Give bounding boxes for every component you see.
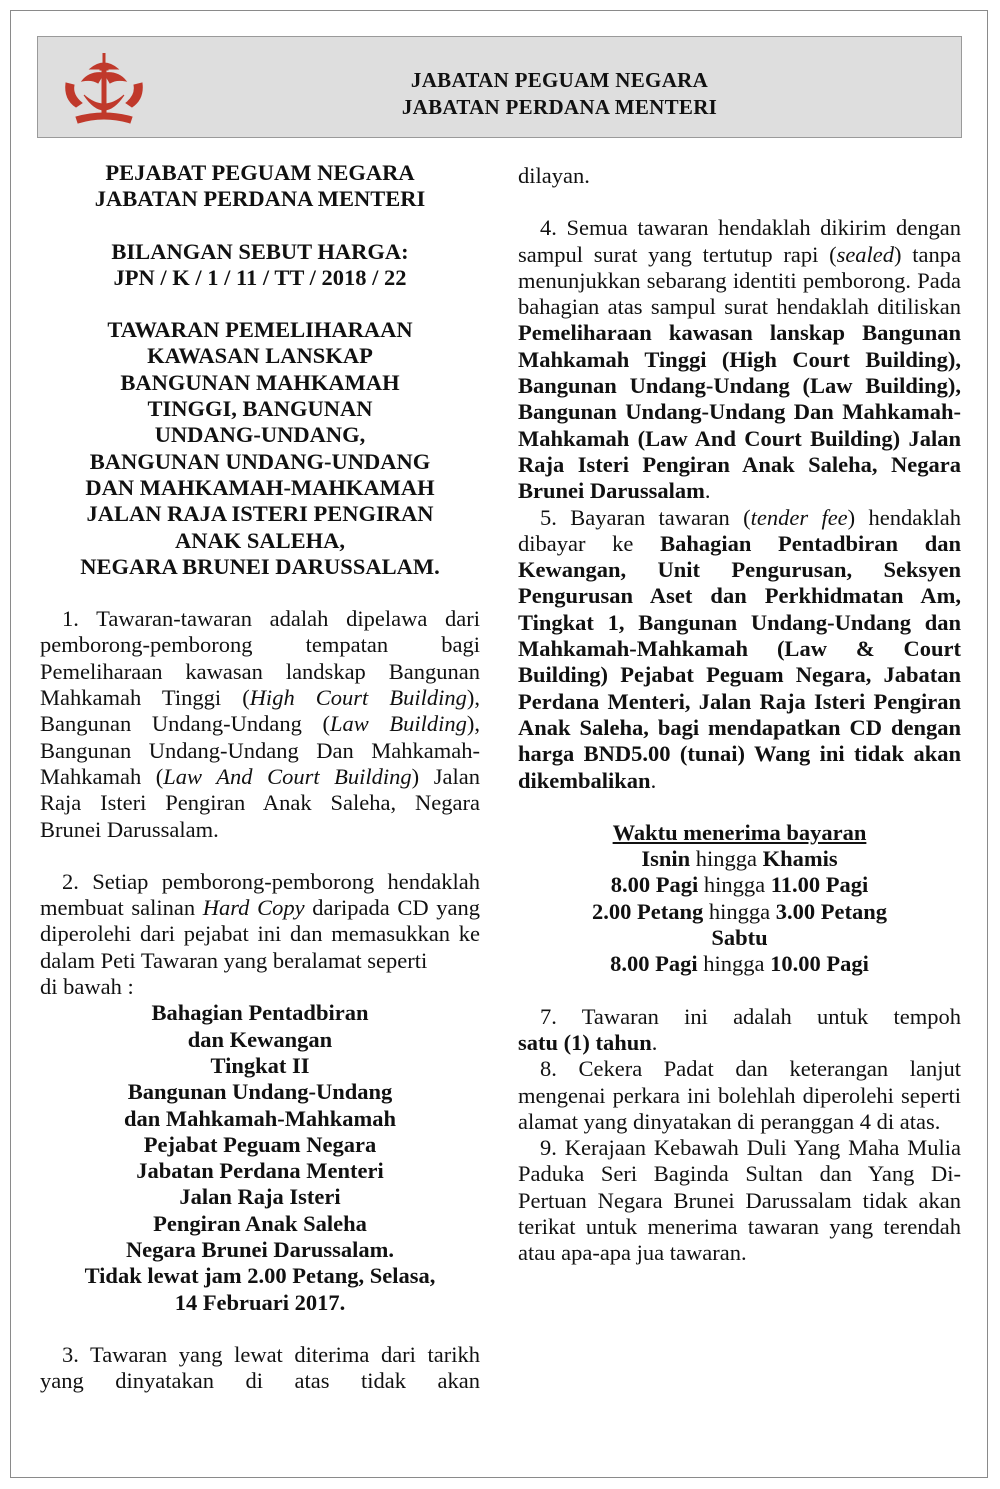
tender-title-line: JALAN RAJA ISTERI PENGIRAN bbox=[86, 501, 434, 527]
tender-title-line: KAWASAN LANSKAP bbox=[147, 343, 373, 369]
right-column bbox=[518, 163, 961, 1267]
schedule-row: Sabtu bbox=[711, 925, 768, 951]
paragraph-2: 2. Setiap pemborong-pemborong hendaklah membuat salinan Hard Copy daripada CD yang diperolehi dari pejabat ini dan memasukkan ke dalam Peti Tawaran yang beralamat seperti bbox=[40, 868, 480, 973]
tender-title-line: BANGUNAN MAHKAMAH bbox=[120, 369, 400, 395]
quotation-label: BILANGAN SEBUT HARGA: bbox=[111, 238, 409, 264]
tender-title-line: NEGARA BRUNEI DARUSSALAM. bbox=[80, 553, 440, 579]
tender-title-line: TINGGI, BANGUNAN bbox=[147, 396, 373, 422]
paragraph-2-end: di bawah : bbox=[40, 974, 134, 1000]
header-line-1: JABATAN PEGUAM NEGARA bbox=[410, 68, 709, 92]
schedule-row: 2.00 Petang hingga 3.00 Petang bbox=[592, 898, 887, 924]
header-title bbox=[188, 67, 931, 121]
schedule-row: 8.00 Pagi hingga 10.00 Pagi bbox=[610, 951, 869, 977]
address-line: Tingkat II bbox=[210, 1052, 310, 1078]
tender-title-line: TAWARAN PEMELIHARAAN bbox=[107, 317, 413, 343]
paragraph-9: 9. Kerajaan Kebawah Duli Yang Maha Mulia Paduka Seri Baginda Sultan dan Yang Di-Pertuan Negara Brunei Darussalam tidak akan terikat untuk menerima tawaran yang terendah atau apa-apa jua tawaran. bbox=[518, 1135, 961, 1266]
paragraph-7: 7. Tawaran ini adalah untuk tempoh bbox=[540, 1003, 961, 1029]
payment-schedule bbox=[518, 820, 961, 978]
paragraph-7-end: satu (1) tahun. bbox=[518, 1029, 658, 1055]
address-line: Pejabat Peguam Negara bbox=[143, 1131, 377, 1157]
submission-address bbox=[40, 1000, 480, 1316]
paragraph-3-end: dilayan. bbox=[518, 163, 590, 188]
schedule-row: 8.00 Pagi hingga 11.00 Pagi bbox=[610, 872, 869, 898]
address-line: dan Mahkamah-Mahkamah bbox=[124, 1105, 396, 1131]
header-line-2: JABATAN PERDANA MENTERI bbox=[401, 95, 718, 119]
address-line: Jalan Raja Isteri bbox=[179, 1184, 341, 1210]
tender-title-line: DAN MAHKAMAH-MAHKAMAH bbox=[85, 474, 435, 500]
address-line: Bangunan Undang-Undang bbox=[127, 1079, 393, 1105]
paragraph-3: 3. Tawaran yang lewat diterima dari tarikh yang dinyatakan di atas tidak akan bbox=[40, 1341, 480, 1394]
tender-title-line: BANGUNAN UNDANG-UNDANG bbox=[89, 448, 431, 474]
quotation-number bbox=[40, 239, 480, 292]
paragraph-4: 4. Semua tawaran hendaklah dikirim dengan sampul surat yang tertutup rapi (sealed) tanpa menunjukkan sebarang identiti pemborong. Pada bahagian atas sampul surat hendaklah ditiliskan Pemeliharaan kawasan lanskap Bangunan Mahkamah Tinggi (High Court Building), Bangunan Undang-Undang (Law Building), Bangunan Undang-Undang Dan Mahkamah-Mahkamah (Law And Court Building) Jalan Raja Isteri Pengiran Anak Saleha, Negara Brunei Darussalam. bbox=[518, 215, 961, 504]
quotation-code: JPN / K / 1 / 11 / TT / 2018 / 22 bbox=[113, 264, 407, 290]
schedule-heading: Waktu menerima bayaran bbox=[612, 819, 867, 845]
address-line: Pengiran Anak Saleha bbox=[153, 1210, 367, 1236]
tender-title bbox=[40, 317, 480, 580]
header-banner bbox=[37, 36, 962, 138]
paragraph-5: 5. Bayaran tawaran (tender fee) hendaklah dibayar ke Bahagian Pentadbiran dan Kewangan, Unit Pengurusan, Seksyen Pengurusan Aset dan Perkhidmatan Am, Tingkat 1, Bangunan Undang-Undang dan Mahkamah-Mahkamah (Law & Court Building) Pejabat Peguam Negara, Jabatan Perdana Menteri, Jalan Raja Isteri Pengiran Anak Saleha, bagi mendapatkan CD dengan harga BND5.00 (tunai) Wang ini tidak akan dikembalikan. bbox=[518, 504, 961, 793]
deadline-line: Tidak lewat jam 2.00 Petang, Selasa, bbox=[84, 1263, 436, 1289]
schedule-row: Isnin hingga Khamis bbox=[641, 846, 838, 872]
paragraph-1: 1. Tawaran-tawaran adalah dipelawa dari pemborong-pemborong tempatan bagi Pemeliharaan kawasan landskap Bangunan Mahkamah Tinggi (High Court Building), Bangunan Undang-Undang (Law Building), Bangunan Undang-Undang Dan Mahkamah-Mahkamah (Law And Court Building) Jalan Raja Isteri Pengiran Anak Saleha, Negara Brunei Darussalam. bbox=[40, 606, 480, 842]
office-title-line: JABATAN PERDANA MENTERI bbox=[94, 186, 426, 212]
brunei-crest-icon bbox=[60, 47, 148, 129]
address-line: dan Kewangan bbox=[187, 1026, 333, 1052]
office-title bbox=[40, 160, 480, 213]
address-line: Bahagian Pentadbiran bbox=[151, 1000, 369, 1026]
address-line: Jabatan Perdana Menteri bbox=[136, 1158, 384, 1184]
address-line: Negara Brunei Darussalam. bbox=[125, 1236, 395, 1262]
left-column bbox=[40, 160, 480, 1394]
paragraph-8: 8. Cekera Padat dan keterangan lanjut mengenai perkara ini bolehlah diperolehi seperti alamat yang dinyatakan di peranggan 4 di atas. bbox=[518, 1056, 961, 1134]
tender-title-line: ANAK SALEHA, bbox=[174, 527, 346, 553]
tender-title-line: UNDANG-UNDANG, bbox=[154, 422, 366, 448]
office-title-line: PEJABAT PEGUAM NEGARA bbox=[105, 160, 415, 185]
deadline-line: 14 Februari 2017. bbox=[174, 1289, 346, 1315]
